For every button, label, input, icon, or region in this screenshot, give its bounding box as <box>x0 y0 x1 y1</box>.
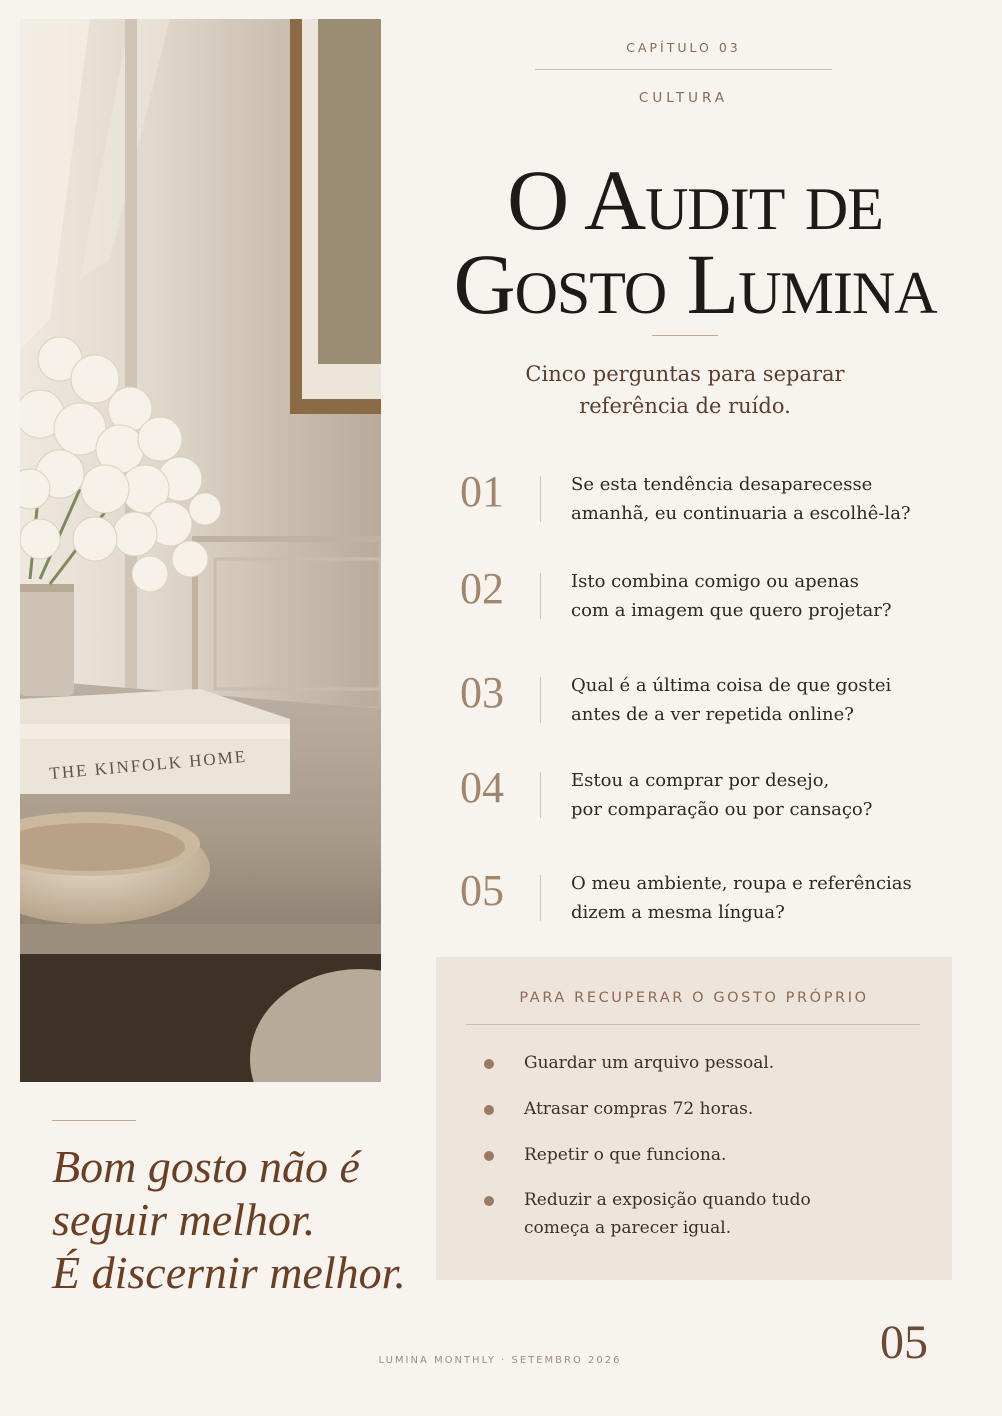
section-label: CULTURA <box>638 90 729 106</box>
question-number: 04 <box>460 763 504 812</box>
bullet-icon <box>484 1196 494 1206</box>
question-number: 03 <box>460 668 504 717</box>
book-spine-text: THE KINFOLK HOME <box>48 746 248 783</box>
question-item <box>460 668 960 731</box>
question-line-1: Qual é a última coisa de que gostei <box>571 675 892 696</box>
question-divider <box>540 677 541 723</box>
question-divider <box>540 476 541 522</box>
bullet-icon <box>484 1151 494 1161</box>
page-title <box>420 152 970 332</box>
question-line-1: Isto combina comigo ou apenas <box>571 571 859 592</box>
question-item <box>460 866 960 929</box>
list-item-text <box>524 1049 934 1077</box>
question-text <box>571 671 971 729</box>
tips-box <box>436 957 952 1280</box>
chapter-label: CAPÍTULO 03 <box>626 40 741 55</box>
question-item <box>460 564 960 627</box>
question-divider <box>540 875 541 921</box>
editorial-photo <box>20 19 381 1082</box>
question-line-2: amanhã, eu continuaria a escolhê-la? <box>571 503 911 524</box>
list-item-line-1: Atrasar compras 72 horas. <box>524 1099 754 1119</box>
question-line-2: com a imagem que quero projetar? <box>571 600 892 621</box>
question-number: 02 <box>460 564 504 613</box>
footer-text: LUMINA MONTHLY · SETEMBRO 2026 <box>378 1355 622 1366</box>
list-item-line-1: Reduzir a exposição quando tudo <box>524 1190 811 1210</box>
subtitle <box>480 358 890 422</box>
quote-line-2: seguir melhor. <box>52 1194 316 1245</box>
question-divider <box>540 573 541 619</box>
quote-line-1: Bom gosto não é <box>52 1141 360 1192</box>
bullet-icon <box>484 1105 494 1115</box>
question-line-2: por comparação ou por cansaço? <box>571 799 873 820</box>
question-line-1: Se esta tendência desaparecesse <box>571 474 873 495</box>
photo-illustration <box>20 19 381 1082</box>
question-item <box>460 467 960 530</box>
page-number: 05 <box>880 1316 928 1369</box>
list-item-line-2: começa a parecer igual. <box>524 1218 732 1238</box>
quote-divider <box>52 1120 136 1121</box>
question-number: 01 <box>460 467 504 516</box>
tips-box-title: PARA RECUPERAR O GOSTO PRÓPRIO <box>519 990 869 1006</box>
title-line-2: Gosto Lumina <box>453 236 937 332</box>
pull-quote <box>52 1140 412 1299</box>
list-item-text <box>524 1186 934 1242</box>
subtitle-line-1: Cinco perguntas para separar <box>525 362 845 386</box>
question-number: 05 <box>460 866 504 915</box>
question-line-2: antes de a ver repetida online? <box>571 704 854 725</box>
list-item-text <box>524 1141 934 1169</box>
question-item <box>460 763 960 826</box>
title-line-1: O Audit de <box>507 152 883 248</box>
question-divider <box>540 772 541 818</box>
question-line-1: O meu ambiente, roupa e referências <box>571 873 912 894</box>
tips-box-divider <box>466 1024 920 1025</box>
question-text <box>571 766 971 824</box>
question-text <box>571 567 971 625</box>
header-divider <box>535 69 832 70</box>
list-item-line-1: Guardar um arquivo pessoal. <box>524 1053 775 1073</box>
question-line-1: Estou a comprar por desejo, <box>571 770 830 791</box>
question-text <box>571 869 971 927</box>
question-text <box>571 470 971 528</box>
title-divider <box>652 335 718 336</box>
list-item-line-1: Repetir o que funciona. <box>524 1145 727 1165</box>
question-line-2: dizem a mesma língua? <box>571 902 785 923</box>
subtitle-line-2: referência de ruído. <box>579 394 791 418</box>
bullet-icon <box>484 1059 494 1069</box>
list-item-text <box>524 1095 934 1123</box>
quote-line-3: É discernir melhor. <box>52 1247 406 1298</box>
